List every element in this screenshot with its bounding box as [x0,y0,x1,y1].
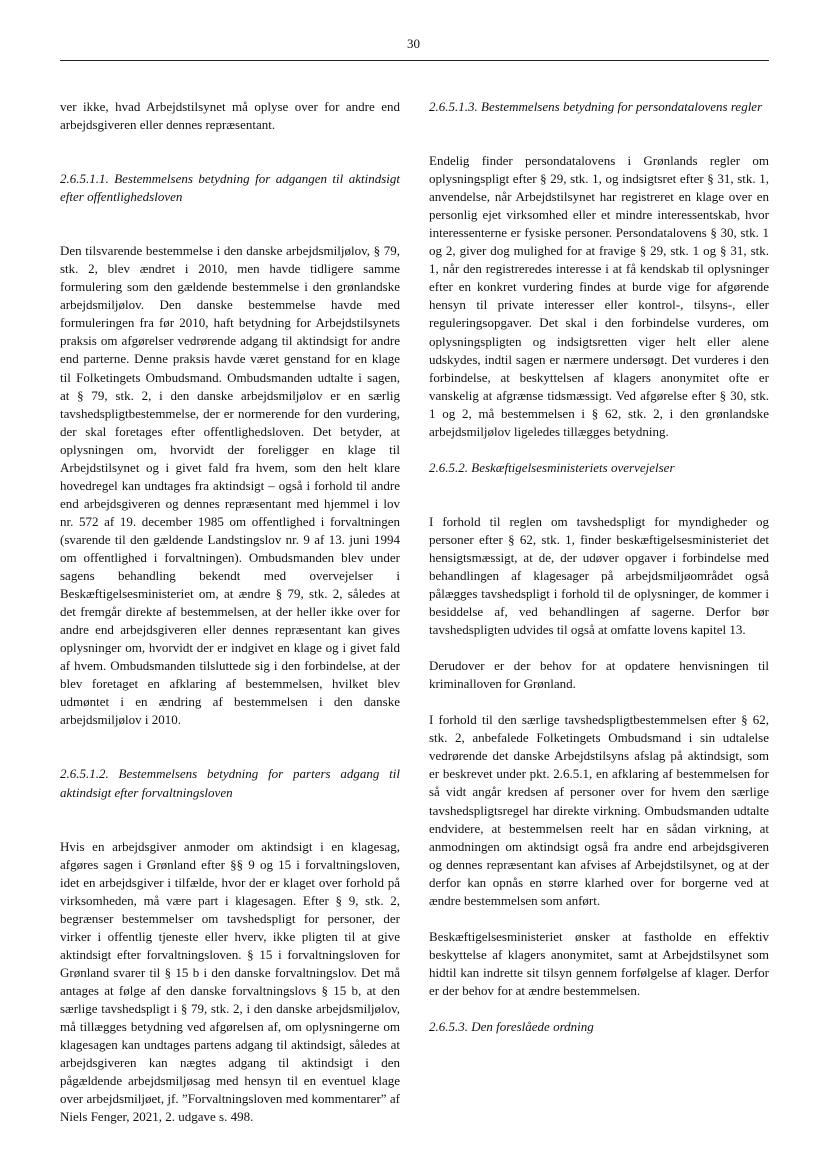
page-number: 30 [407,36,420,51]
paragraph-ministry-position: Beskæftigelsesministeriet ønsker at fastholde en effektiv beskyttelse af klagers anonymitet, samt at Arbejdstilsynet som hidtil kan indrette sit tilsyn gennem forfølgelse af klager. Derfor er der behov for at ændre bestemmelsen. [429,928,769,998]
paragraph-criminal-code-reference: Derudover er der behov for at opdatere henvisningen til kriminalloven for Grønland. [429,658,769,692]
paragraph-continuation: ver ikke, hvad Arbejdstilsynet må oplyse over for andre end arbejdsgiveren eller dennes repræsentant. [60,99,400,133]
section-heading-2-6-5-3: 2.6.5.3. Den foreslåede ordning [429,1018,594,1034]
paragraph-confidentiality-extension: I forhold til reglen om tavshedspligt for myndigheder og personer efter § 62, stk. 1, finder beskæftigelsesministeriet det hensigtsmæssigt, at de, der udøver opgaver i forbindelse med behandlingen af klagesager på arbejdsmiljøområdet også pålægges tavshedspligt i forhold til de oplysninger, de kommer i besiddelse af, ved behandlingen af sagerne. Derfor bør tavshedspligten udvides til også at omfatte lovens kapitel 13. [429,513,769,638]
header-rule [60,60,769,61]
section-heading-2-6-5-2: 2.6.5.2. Beskæftigelsesministeriets overvejelser [429,459,675,475]
paragraph-employer-access: Hvis en arbejdsgiver anmoder om aktindsigt i en klagesag, afgøres sagen i Grønland efter §§ 9 og 15 i forvaltningsloven, idet en arbejdsgiver i tilfælde, hvor der er klaget over forhold på virksomheden, må være part i klagesagen. Efter § 9, stk. 2, begrænser bestemmelser om tavshedspligt for personer, der virker i offentlig tjeneste eller hverv, ikke pligten til at give aktindsigt efter forvaltningsloven. § 15 i forvaltningsloven for Grønland svarer til § 15 b i den danske forvaltningslov. Det må antages at følge af den danske forvaltningslovs § 15 b, at den særlige tavshedspligt i § 79, stk. 2, i den danske arbejdsmiljølov, må tillægges betydning ved afgørelsen af, om oplysningerne om klagesagen kan undtages partens adgang til aktindsigt, således at arbejdsgiveren kan nægtes adgang til aktindsigt i den pågældende arbejdsmiljøsag med hensyn til en eventuel klage over arbejdsmiljøet, jf. ”Forvaltningsloven med kommentarer” af Niels Fenger, 2021, 2. udgave s. 498. [60,838,400,1125]
section-heading-2-6-5-1-2: 2.6.5.1.2. Bestemmelsens betydning for parters adgang til aktindsigt efter forvaltningsloven [60,766,400,800]
paragraph-ombudsman-practice: Den tilsvarende bestemmelse i den danske arbejdsmiljølov, § 79, stk. 2, blev ændret i 2010, men havde tidligere samme formulering som den gældende bestemmelse i den grønlandske arbejdsmiljølov. Den danske bestemmelse havde med formuleringen fra før 2010, haft betydning for Arbejdstilsynets praksis om afgørelser vedrørende adgang til aktindsigt for andre end parterne. Denne praksis havde været genstand for en klage til Folketingets Ombudsmand. Ombudsmanden udtalte i sagen, at § 79, stk. 2, i den danske arbejdsmiljølov er en særlig tavshedspligtbestemmelse, der er normerende for den vurdering, der skal foretages efter offentlighedsloven. Det betyder, at oplysningen om, hvorvidt der foreligger en klage til Arbejdstilsynet og i givet fald fra hvem, som den helt klare hovedregel kan undtages fra aktindsigt – også i forhold til andre end arbejdsgiveren og dennes repræsentant med hjemmel i lov nr. 572 af 19. december 1985 om offentlighed i forvaltningen (svarende til den gældende Landstingslov nr. 9 af 13. juni 1994 om offentlighed i forvaltningen). Ombudsmanden blev under sagens behandling bekendt med overvejelser i Beskæftigelsesministeriet om, at ændre § 79, stk. 2, således at det fremgår direkte af bestemmelsen, at der heller ikke over for andre end arbejdsgiveren eller dennes repræsentant kan gives oplysninger om, hvorvidt der er indgivet en klage og i givet fald af hvem. Ombudsmanden tilsluttede sig i den forbindelse, at der blev foretaget en afklaring af bestemmelsen, hvilket blev udmøntet i en ændring af bestemmelsen i den danske arbejdsmiljølov i 2010. [60,243,400,728]
paragraph-personal-data: Endelig finder persondatalovens i Grønlands regler om oplysningspligt efter § 29, stk. 1, og indsigtsret efter § 31, stk. 1, anvendelse, når Arbejdstilsynet har registreret en klage over en personlig ejet virksomhed eller et mindre interessentskab, hvor interessenterne er fysiske personer. Persondatalovens § 30, stk. 1 og 2, giver dog mulighed for at fravige § 29, stk. 1 og § 31, stk. 1, når den registreredes interesse i at få kendskab til oplysninger efter en konkret vurdering findes at burde vige for afgørende hensyn til private interesser eller kontrol-, tilsyns-, eller reguleringsopgaver. Det skal i den forbindelse vurderes, om oplysningspligten og indsigtsretten viger helt eller alene udskydes, indtil sagen er nærmere undersøgt. Det vurderes i den forbindelse, at beskyttelsen af klagers anonymitet ofte er vanskelig at afgrænse tidsmæssigt. Ved afgørelse efter § 30, stk. 1 og 2, må bestemmelsen i § 62, stk. 2, i den grønlandske arbejdsmiljølov ligeledes tillægges betydning. [429,153,769,439]
paragraph-ombudsman-recommendation: I forhold til den særlige tavshedspligtbestemmelsen efter § 62, stk. 2, anbefalede Folketingets Ombudsmand i sin udtalelse vedrørende det danske Arbejdstilsyns afslag på aktindsigt, som er beskrevet under pkt. 2.6.5.1, en afklaring af bestemmelsen for så vidt angår kredsen af personer over for hvem den særlige tavshedspligtsregel har direkte virkning. Ombudsmanden udtalte endvidere, at bestemmelsen reelt har en sådan virkning, at anmodningen om aktindsigt også fra andre end arbejdsgiveren og dennes repræsentant kan afvises af Arbejdstilsynet, og at der derfor kan opnås en større klarhed over for borgerne ved at ændre bestemmelsen som anført. [429,712,769,908]
left-column [60,98,400,1144]
section-heading-2-6-5-1-3: 2.6.5.1.3. Bestemmelsens betydning for persondatalovens regler [429,99,763,114]
right-column [429,98,769,1072]
section-heading-2-6-5-1-1: 2.6.5.1.1. Bestemmelsens betydning for adgangen til aktindsigt efter offentlighedsloven [60,171,400,205]
